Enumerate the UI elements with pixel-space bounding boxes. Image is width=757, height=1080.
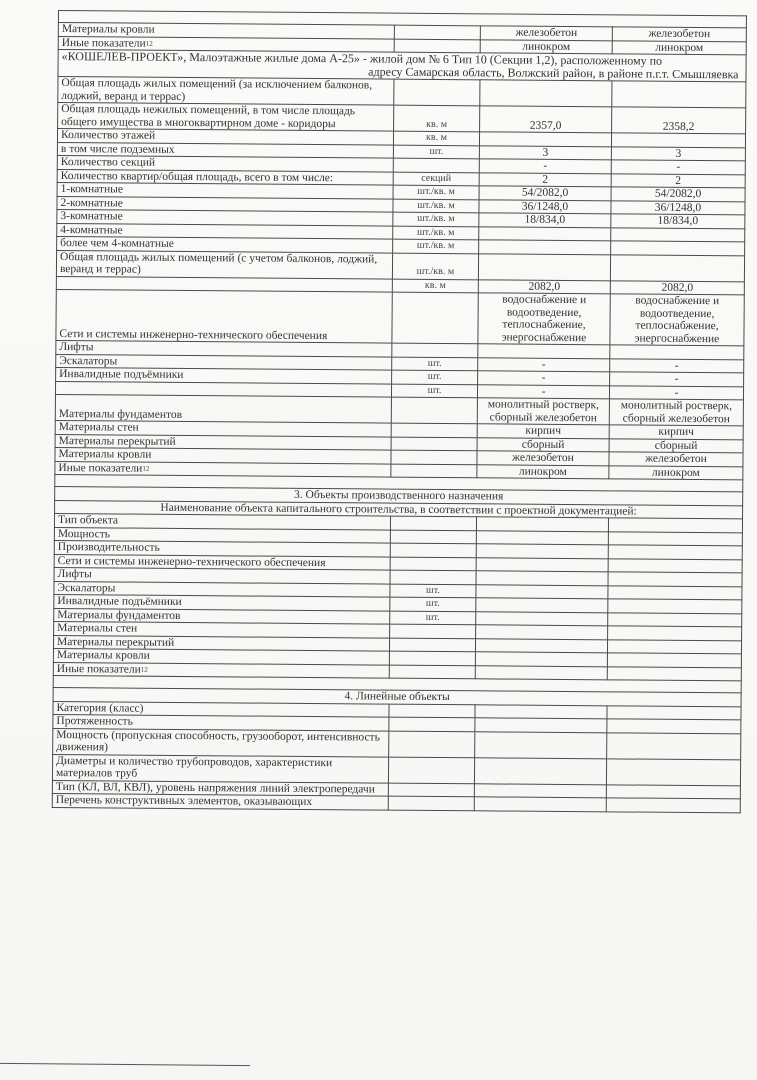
- row-value-1-text: линокром: [522, 40, 571, 53]
- row-label-text: Общая площадь жилых помещений (с учетом балконов, лоджий, веранд и террас): [59, 250, 378, 276]
- row-value-2: [610, 358, 744, 373]
- row-value-1-text: 54/2082,0: [521, 186, 569, 200]
- row-value-2-text: 2358,2: [662, 120, 695, 133]
- row-unit-text: шт./кв. м: [416, 265, 455, 278]
- row-unit: [391, 397, 477, 424]
- row-value-1-text: -: [541, 371, 546, 384]
- row-col-2: [389, 717, 475, 731]
- row-value-1-text: 36/1248,0: [521, 200, 569, 213]
- row-value-2-text: 54/2082,0: [654, 187, 702, 201]
- object-title-line-1: «КОШЕЛЕВ-ПРОЕКТ», Малоэтажные жилые дома А-25» - жилой дом № 6 Тип 10 (Секции 1,2), расположенному по: [61, 49, 663, 68]
- row-unit-text: шт.: [427, 384, 442, 396]
- row-unit: [393, 226, 479, 240]
- row-unit: [390, 530, 476, 544]
- row-value-1: [477, 384, 609, 399]
- row-value-1: [476, 530, 608, 545]
- row-label-text: Сети и системы инженерно-технического обеспечения: [57, 554, 326, 569]
- row-unit: [390, 624, 476, 638]
- row-value-2-text: 2082,0: [661, 281, 694, 294]
- row-col-4: [607, 705, 741, 720]
- row-unit: [389, 665, 475, 679]
- row-label: [58, 77, 394, 106]
- row-unit: [393, 212, 479, 226]
- row-value-2: [612, 27, 746, 42]
- row-unit: [393, 239, 479, 253]
- row-col-3: [474, 757, 606, 784]
- row-value-2-text: 18/834,0: [657, 214, 699, 228]
- object-title-line-2: адресу Самарская область, Волжский район, в районе п.г.т. Смышляевка: [368, 64, 739, 82]
- row-value-1: [476, 598, 608, 613]
- row-unit: [392, 279, 478, 293]
- row-value-1-text: -: [543, 159, 548, 172]
- row-label-text: Материалы перекрытий: [58, 434, 176, 448]
- row-unit: [390, 597, 476, 611]
- characteristics-table: [52, 10, 747, 813]
- row-value-2: [608, 572, 742, 587]
- row-unit-text: шт./кв. м: [416, 239, 455, 252]
- row-unit: [389, 638, 475, 652]
- row-value-1-text: монолитный ростверк, сборный железобетон: [487, 398, 600, 424]
- row-value-2-text: сборный: [654, 439, 698, 452]
- row-value-2: [612, 81, 746, 108]
- row-value-1: [476, 544, 608, 559]
- row-value-2: [611, 160, 745, 175]
- row-label-text: Материалы кровли: [56, 649, 150, 662]
- row-value-1: [476, 584, 608, 599]
- row-unit: [390, 611, 476, 625]
- row-unit: [392, 292, 478, 344]
- row-label-text: 2-комнатные: [60, 196, 123, 210]
- row-value-2: [608, 599, 742, 614]
- row-unit: [392, 253, 478, 280]
- row-value-1: [476, 557, 608, 572]
- row-value-1: [480, 80, 612, 107]
- row-value-1: [478, 253, 610, 280]
- row-unit: [393, 199, 479, 213]
- row-value-2: [608, 531, 742, 546]
- row-label-text: Количество квартир/общая площадь, всего в том числе:: [60, 169, 334, 184]
- row-value-2: [608, 612, 742, 627]
- row-unit: [393, 172, 479, 186]
- row-value-1: [479, 240, 611, 255]
- row-value-2: [608, 518, 742, 533]
- row-value-1-text: 2357,0: [529, 119, 562, 132]
- row-unit-text: шт.: [427, 370, 442, 383]
- row-unit-text: кв. м: [425, 131, 448, 144]
- row-label: [58, 103, 394, 132]
- row-label: [52, 754, 388, 783]
- row-value-2-text: линокром: [651, 466, 700, 479]
- row-unit-text: шт./кв. м: [417, 199, 455, 211]
- row-value-2: [607, 639, 741, 654]
- row-value-1-text: 18/834,0: [524, 213, 566, 226]
- document-table-sheet: [52, 10, 746, 813]
- row-label-text: Эскалаторы: [57, 581, 116, 594]
- row-value-1: [476, 625, 608, 640]
- row-unit: [394, 39, 480, 53]
- row-value-1-text: сборный: [521, 438, 565, 451]
- row-label-text: Протяженность: [56, 715, 133, 728]
- footnote-ref: 12: [140, 665, 148, 674]
- row-value-2: [610, 345, 744, 360]
- row-label: [55, 394, 391, 423]
- row-unit: [393, 131, 479, 145]
- row-value-2: [611, 146, 745, 161]
- row-value-2: [610, 372, 744, 387]
- row-unit: [393, 145, 479, 159]
- row-value-2-text: -: [676, 160, 681, 173]
- row-col-2: [389, 731, 475, 758]
- row-unit: [391, 450, 477, 464]
- row-value-1: [476, 571, 608, 586]
- row-value-1-text: -: [541, 385, 546, 398]
- row-unit-text: шт.: [425, 597, 440, 610]
- row-value-2: [608, 585, 742, 600]
- row-value-1: [480, 106, 612, 133]
- row-unit: [390, 516, 476, 530]
- row-label-text: Инвалидные подъёмники: [59, 368, 184, 381]
- row-value-1-text: 2: [542, 173, 549, 186]
- row-label: [56, 250, 392, 279]
- row-value-1: [479, 145, 611, 160]
- row-label-text: Тип (КЛ, ВЛ, КВЛ), уровень напряжения линий электропередачи: [55, 780, 375, 796]
- row-label-text: Перечень конструктивных элементов, оказывающих: [55, 794, 313, 809]
- row-label-text: Материалы перекрытий: [56, 635, 175, 649]
- row-label-text: Общая площадь жилых помещений (за исключением балконов, лоджий, веранд и террас): [61, 77, 373, 103]
- row-value-1: [477, 424, 609, 439]
- row-unit: [390, 557, 476, 571]
- row-label-text: в том числе подземных: [60, 142, 175, 156]
- table-row: [56, 289, 744, 345]
- row-value-1: [479, 172, 611, 187]
- section-3-subheading-text: Наименование объекта капитального строительства, в соответствии с проектной документацией:: [160, 501, 637, 518]
- row-col-3: [474, 797, 606, 812]
- row-value-2: [611, 214, 745, 229]
- row-col-4: [606, 784, 740, 799]
- row-unit-text: шт.: [425, 611, 440, 623]
- row-label-text: Материалы кровли: [61, 23, 155, 36]
- row-col-2: [388, 757, 474, 784]
- row-label-text: Лифты: [57, 568, 92, 581]
- row-label-text: Иные показатели: [61, 36, 146, 50]
- row-label-text: Инвалидные подъёмники: [57, 595, 182, 608]
- row-value-2: [609, 399, 743, 426]
- row-value-1: [477, 451, 609, 466]
- row-value-1-text: железобетон: [512, 451, 574, 465]
- row-unit: [393, 158, 479, 172]
- row-label-text: Мощность: [57, 527, 111, 540]
- row-label-text: Материалы фундаментов: [58, 407, 183, 421]
- footnote-ref: 12: [142, 464, 150, 473]
- row-value-1-text: линокром: [518, 465, 567, 478]
- row-col-3: [474, 783, 606, 798]
- row-value-2: [609, 438, 743, 453]
- row-value-2: [608, 558, 742, 573]
- row-col-3: [475, 704, 607, 719]
- row-label-text: Производительность: [57, 541, 160, 554]
- row-value-2-text: -: [674, 372, 679, 385]
- row-unit: [391, 464, 477, 478]
- row-unit: [394, 79, 480, 106]
- row-value-2-text: 2: [675, 174, 682, 187]
- row-unit: [392, 343, 478, 357]
- row-value-1: [477, 464, 609, 479]
- row-label-text: Материалы фундаментов: [57, 608, 181, 622]
- row-value-2: [611, 241, 745, 256]
- row-label-text: Тип объекта: [57, 514, 119, 527]
- row-col-3: [475, 731, 607, 758]
- row-value-2: [612, 107, 746, 134]
- row-unit-text: шт./кв. м: [416, 226, 455, 238]
- row-unit: [394, 25, 480, 39]
- row-value-2: [610, 254, 744, 281]
- row-label-text: более чем 4-комнатные: [60, 237, 174, 250]
- row-value-1-text: кирпич: [525, 424, 562, 437]
- row-value-2: [608, 626, 742, 641]
- row-value-1: [478, 357, 610, 372]
- row-value-1: [480, 26, 612, 41]
- row-unit: [389, 651, 475, 665]
- row-unit: [390, 584, 476, 598]
- row-value-2: [609, 452, 743, 467]
- row-label-text: Общая площадь нежилых помещений, в том числе площадь общего имущества в многоквартирном доме - коридоры: [61, 103, 356, 130]
- row-label-text: Категория (класс): [56, 701, 144, 715]
- row-value-1: [477, 398, 609, 425]
- row-label-text: 1-комнатные: [60, 183, 124, 196]
- row-unit: [392, 357, 478, 371]
- row-value-2: [608, 545, 742, 560]
- row-value-1: [479, 213, 611, 228]
- row-value-2: [607, 653, 741, 668]
- row-value-2: [609, 425, 743, 440]
- row-label-text: Материалы стен: [58, 421, 139, 434]
- row-label-text: Эскалаторы: [59, 354, 118, 367]
- row-value-1-text: железобетон: [515, 26, 578, 40]
- row-value-1: [479, 199, 611, 214]
- row-label-text: Иные показатели: [58, 461, 143, 475]
- row-value-1-text: 2082,0: [528, 280, 561, 293]
- row-value-1: [478, 371, 610, 386]
- row-col-4: [606, 758, 740, 785]
- row-value-1-text: 3: [542, 146, 549, 159]
- row-unit: [390, 543, 476, 557]
- row-value-2-text: 3: [675, 147, 682, 160]
- row-col-2: [388, 796, 474, 810]
- row-label-text: Количество секций: [60, 156, 156, 169]
- row-value-2-text: линокром: [655, 41, 704, 54]
- row-value-1: [479, 186, 611, 201]
- row-value-2-text: железобетон: [648, 27, 711, 41]
- row-value-2: [610, 280, 744, 295]
- row-label-text: Мощность (пропускная способность, грузооборот, интенсивность движения): [56, 728, 380, 754]
- row-label-text: 3-комнатные: [60, 210, 123, 223]
- row-unit: [393, 185, 479, 199]
- row-value-2: [609, 385, 743, 400]
- row-col-4: [607, 732, 741, 759]
- row-value-1: [478, 293, 610, 345]
- row-label-text: Сети и системы инженерно-технического обеспечения: [59, 327, 328, 342]
- table-body: [52, 11, 746, 813]
- row-value-2: [609, 465, 743, 480]
- row-value-1: [475, 638, 607, 653]
- row-label: [53, 728, 389, 757]
- row-col-4: [607, 719, 741, 734]
- row-unit-text: шт.: [429, 145, 444, 157]
- row-col-2: [388, 783, 474, 797]
- row-unit-text: шт.: [427, 357, 442, 369]
- page-footer-rule: [0, 1063, 250, 1066]
- row-label-text: Лифты: [59, 341, 94, 354]
- row-value-2-text: -: [674, 386, 679, 399]
- row-label-text: Материалы кровли: [58, 448, 152, 461]
- row-label: [56, 289, 392, 343]
- row-label-text: Количество этажей: [60, 129, 156, 142]
- row-unit-text: кв. м: [424, 279, 446, 291]
- row-unit: [392, 370, 478, 384]
- row-label-text: Диаметры и количество трубопроводов, характеристики материалов труб: [55, 754, 333, 780]
- row-value-2-text: железобетон: [645, 452, 707, 466]
- row-value-1: [478, 344, 610, 359]
- row-unit-text: секций: [421, 172, 452, 184]
- row-value-1: [475, 665, 607, 680]
- row-value-2: [610, 294, 744, 346]
- row-value-2: [611, 187, 745, 202]
- row-label-text: Материалы стен: [57, 622, 138, 635]
- row-value-2-text: водоснабжение и водоотведение, теплоснабжение, энергоснабжение: [634, 294, 720, 345]
- row-value-2-text: 36/1248,0: [654, 201, 702, 214]
- row-value-1: [478, 279, 610, 294]
- row-unit: [391, 423, 477, 437]
- row-value-1: [479, 159, 611, 174]
- section-4-heading-text: 4. Линейные объекты: [344, 690, 450, 704]
- row-value-2: [611, 200, 745, 215]
- row-col-3: [475, 718, 607, 733]
- row-col-4: [606, 798, 740, 813]
- row-label-text: Иные показатели: [56, 662, 141, 676]
- row-unit-text: шт./кв. м: [417, 212, 455, 225]
- row-value-2: [611, 173, 745, 188]
- row-unit: [391, 384, 477, 398]
- row-unit-text: шт.: [425, 584, 440, 596]
- row-value-1: [476, 611, 608, 626]
- row-value-1: [476, 517, 608, 532]
- row-value-1: [479, 132, 611, 147]
- row-value-1: [475, 652, 607, 667]
- row-value-2-text: монолитный ростверк, сборный железобетон: [620, 399, 733, 425]
- row-col-2: [389, 704, 475, 718]
- row-value-2-text: -: [674, 359, 679, 372]
- footnote-ref: 12: [145, 39, 153, 48]
- row-label-text: 4-комнатные: [60, 223, 123, 237]
- row-value-1-text: -: [541, 358, 546, 371]
- row-label: [52, 793, 388, 809]
- row-unit: [390, 570, 476, 584]
- row-unit-text: кв. м: [426, 118, 448, 130]
- row-value-2: [611, 133, 745, 148]
- row-unit: [394, 105, 480, 132]
- row-value-2-text: кирпич: [658, 425, 695, 439]
- row-value-2: [607, 666, 741, 681]
- row-value-1: [479, 226, 611, 241]
- row-value-1: [477, 437, 609, 452]
- row-unit-text: шт./кв. м: [417, 185, 455, 198]
- row-unit: [391, 437, 477, 451]
- row-value-1-text: водоснабжение и водоотведение, теплоснабжение, энергоснабжение: [501, 293, 587, 344]
- row-value-2: [611, 227, 745, 242]
- section-3-heading-text: 3. Объекты производственного назначения: [294, 488, 504, 503]
